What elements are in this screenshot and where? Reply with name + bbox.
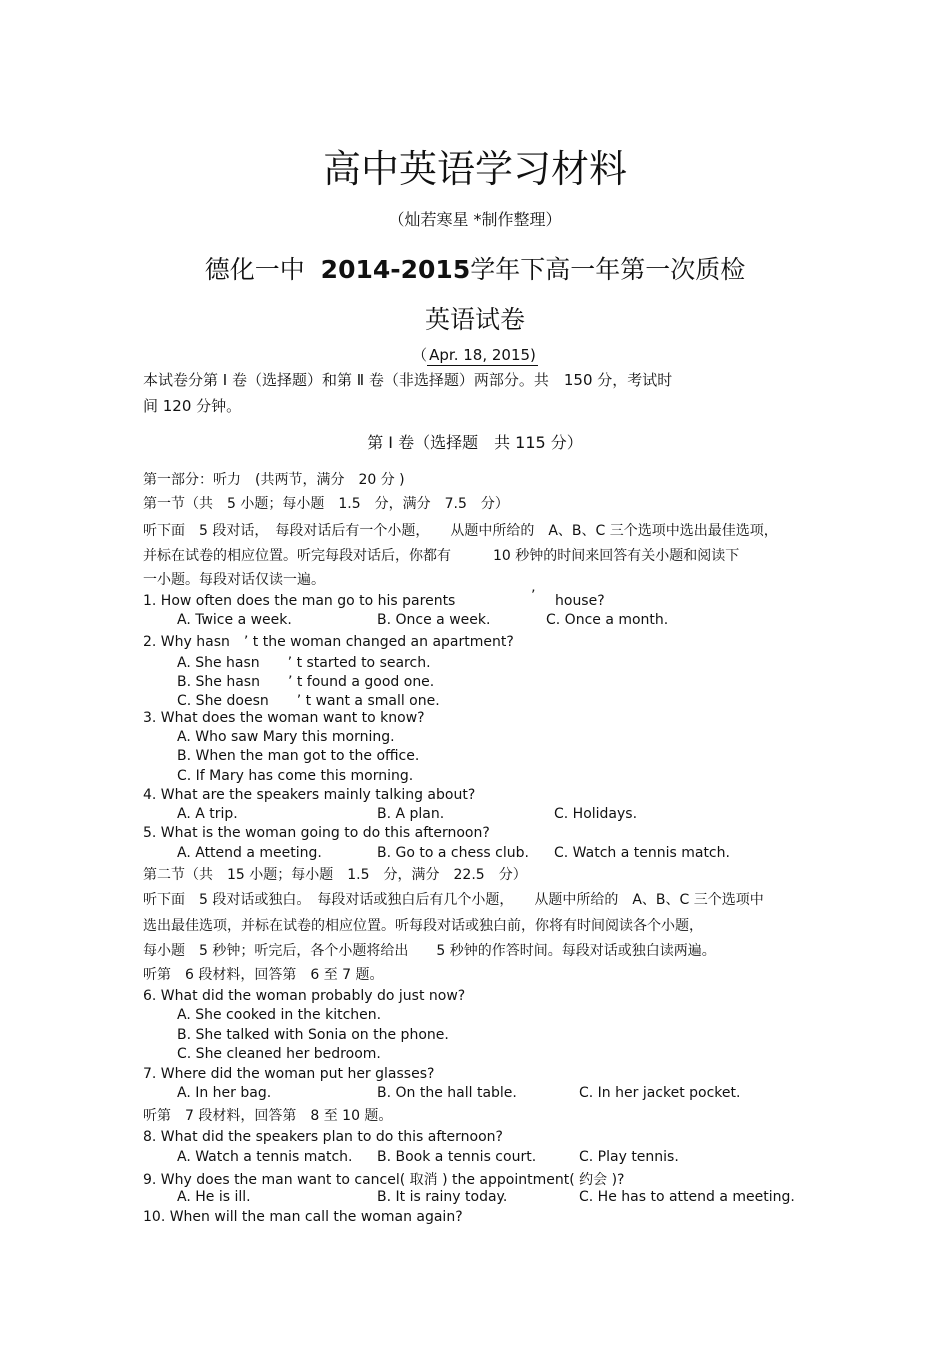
q2-option-c: C. She doesn ’ t want a small one. — [177, 693, 440, 709]
section-heading: 第 Ⅰ 卷（选择题 共 115 分） — [367, 433, 583, 452]
question-8: 8. What did the speakers plan to do this afternoon? — [143, 1129, 503, 1145]
question-3: 3. What does the woman want to know? — [143, 710, 425, 726]
exam-school-title — [0, 250, 950, 286]
q3-option-c: C. If Mary has come this morning. — [177, 768, 414, 784]
document-title: 高中英语学习材料 — [322, 147, 627, 191]
q8-option-b: B. Book a tennis court. — [377, 1149, 537, 1165]
question-1-apostrophe: ’ — [531, 588, 536, 604]
q5-option-b: B. Go to a chess club. — [377, 845, 529, 861]
question-1-end: house? — [555, 593, 605, 609]
question-5: 5. What is the woman going to do this afternoon? — [143, 825, 490, 841]
subject-title: 英语试卷 — [424, 305, 525, 334]
q6-option-a: A. She cooked in the kitchen. — [177, 1007, 382, 1023]
q2-option-a: A. She hasn ’ t started to search. — [177, 655, 431, 671]
part-one-title: 第一部分：听力 (共两节，满分 20 分 ) — [143, 472, 405, 488]
q7-option-b: B. On the hall table. — [377, 1085, 517, 1101]
q1-option-a: A. Twice a week. — [177, 612, 292, 628]
q1-option-c: C. Once a month. — [546, 612, 669, 628]
question-4: 4. What are the speakers mainly talking about? — [143, 787, 476, 803]
q7-option-c: C. In her jacket pocket. — [579, 1085, 741, 1101]
directions-line-1: 听下面 5 段对话， 每段对话后有一个小题， 从题中所给的 A、B、C 三个选项中选出最佳选项， — [143, 523, 778, 539]
intro-line-2: 间 120 分钟。 — [143, 397, 242, 415]
q6-option-c: C. She cleaned her bedroom. — [177, 1046, 381, 1062]
question-6: 6. What did the woman probably do just now? — [143, 988, 466, 1004]
exam-name: 学年下高一年第一次质检 — [470, 255, 746, 284]
q8-option-c: C. Play tennis. — [579, 1149, 679, 1165]
q8-option-a: A. Watch a tennis match. — [177, 1149, 353, 1165]
question-9: 9. Why does the man want to cancel( 取消 ) the appointment( 约会 )? — [143, 1172, 625, 1188]
school-name: 德化一中 — [204, 255, 305, 284]
section-two-directions-1: 听下面 5 段对话或独白。 每段对话或独白后有几个小题， 从题中所给的 A、B、C 三个选项中 — [143, 892, 764, 908]
date-text: Apr. 18, 2015) — [429, 346, 536, 364]
q1-option-b: B. Once a week. — [377, 612, 491, 628]
q7-option-a: A. In her bag. — [177, 1085, 272, 1101]
maker-note: （灿若寒星 *制作整理） — [388, 210, 562, 229]
section-two-directions-2: 选出最佳选项，并标在试卷的相应位置。听每段对话或独白前，你将有时间阅读各个小题， — [143, 918, 703, 934]
q5-option-c: C. Watch a tennis match. — [554, 845, 730, 861]
q9-option-c: C. He has to attend a meeting. — [579, 1189, 795, 1205]
q6-option-b: B. She talked with Sonia on the phone. — [177, 1027, 449, 1043]
material-6-note: 听第 6 段材料，回答第 6 至 7 题。 — [143, 967, 384, 983]
date-paren: （ — [412, 346, 428, 364]
directions-line-3: 一小题。每段对话仅读一遍。 — [143, 572, 325, 588]
q2-option-b: B. She hasn ’ t found a good one. — [177, 674, 435, 690]
intro-line-1: 本试卷分第 Ⅰ 卷（选择题）和第 Ⅱ 卷（非选择题）两部分。共 150 分，考试时 — [143, 371, 673, 389]
school-years: 2014-2015 — [320, 255, 471, 284]
q9-option-b: B. It is rainy today. — [377, 1189, 508, 1205]
q4-option-b: B. A plan. — [377, 806, 445, 822]
section-two-directions-3: 每小题 5 秒钟；听完后，各个小题将给出 5 秒钟的作答时间。每段对话或独白读两遍。 — [143, 943, 716, 959]
q4-option-a: A. A trip. — [177, 806, 238, 822]
q3-option-b: B. When the man got to the office. — [177, 748, 420, 764]
question-2: 2. Why hasn ’ t the woman changed an apartment? — [143, 634, 514, 650]
q9-option-a: A. He is ill. — [177, 1189, 251, 1205]
q4-option-c: C. Holidays. — [554, 806, 638, 822]
q3-option-a: A. Who saw Mary this morning. — [177, 729, 395, 745]
exam-date — [0, 344, 950, 365]
section-two-title: 第二节（共 15 小题；每小题 1.5 分，满分 22.5 分） — [143, 867, 527, 883]
q5-option-a: A. Attend a meeting. — [177, 845, 322, 861]
section-one-title: 第一节（共 5 小题；每小题 1.5 分，满分 7.5 分） — [143, 496, 509, 512]
question-1: 1. How often does the man go to his parents — [143, 593, 456, 609]
question-10: 10. When will the man call the woman again? — [143, 1209, 463, 1225]
directions-line-2: 并标在试卷的相应位置。听完每段对话后，你都有 10 秒钟的时间来回答有关小题和阅读下 — [143, 548, 740, 564]
question-7: 7. Where did the woman put her glasses? — [143, 1066, 435, 1082]
material-7-note: 听第 7 段材料，回答第 8 至 10 题。 — [143, 1108, 393, 1124]
